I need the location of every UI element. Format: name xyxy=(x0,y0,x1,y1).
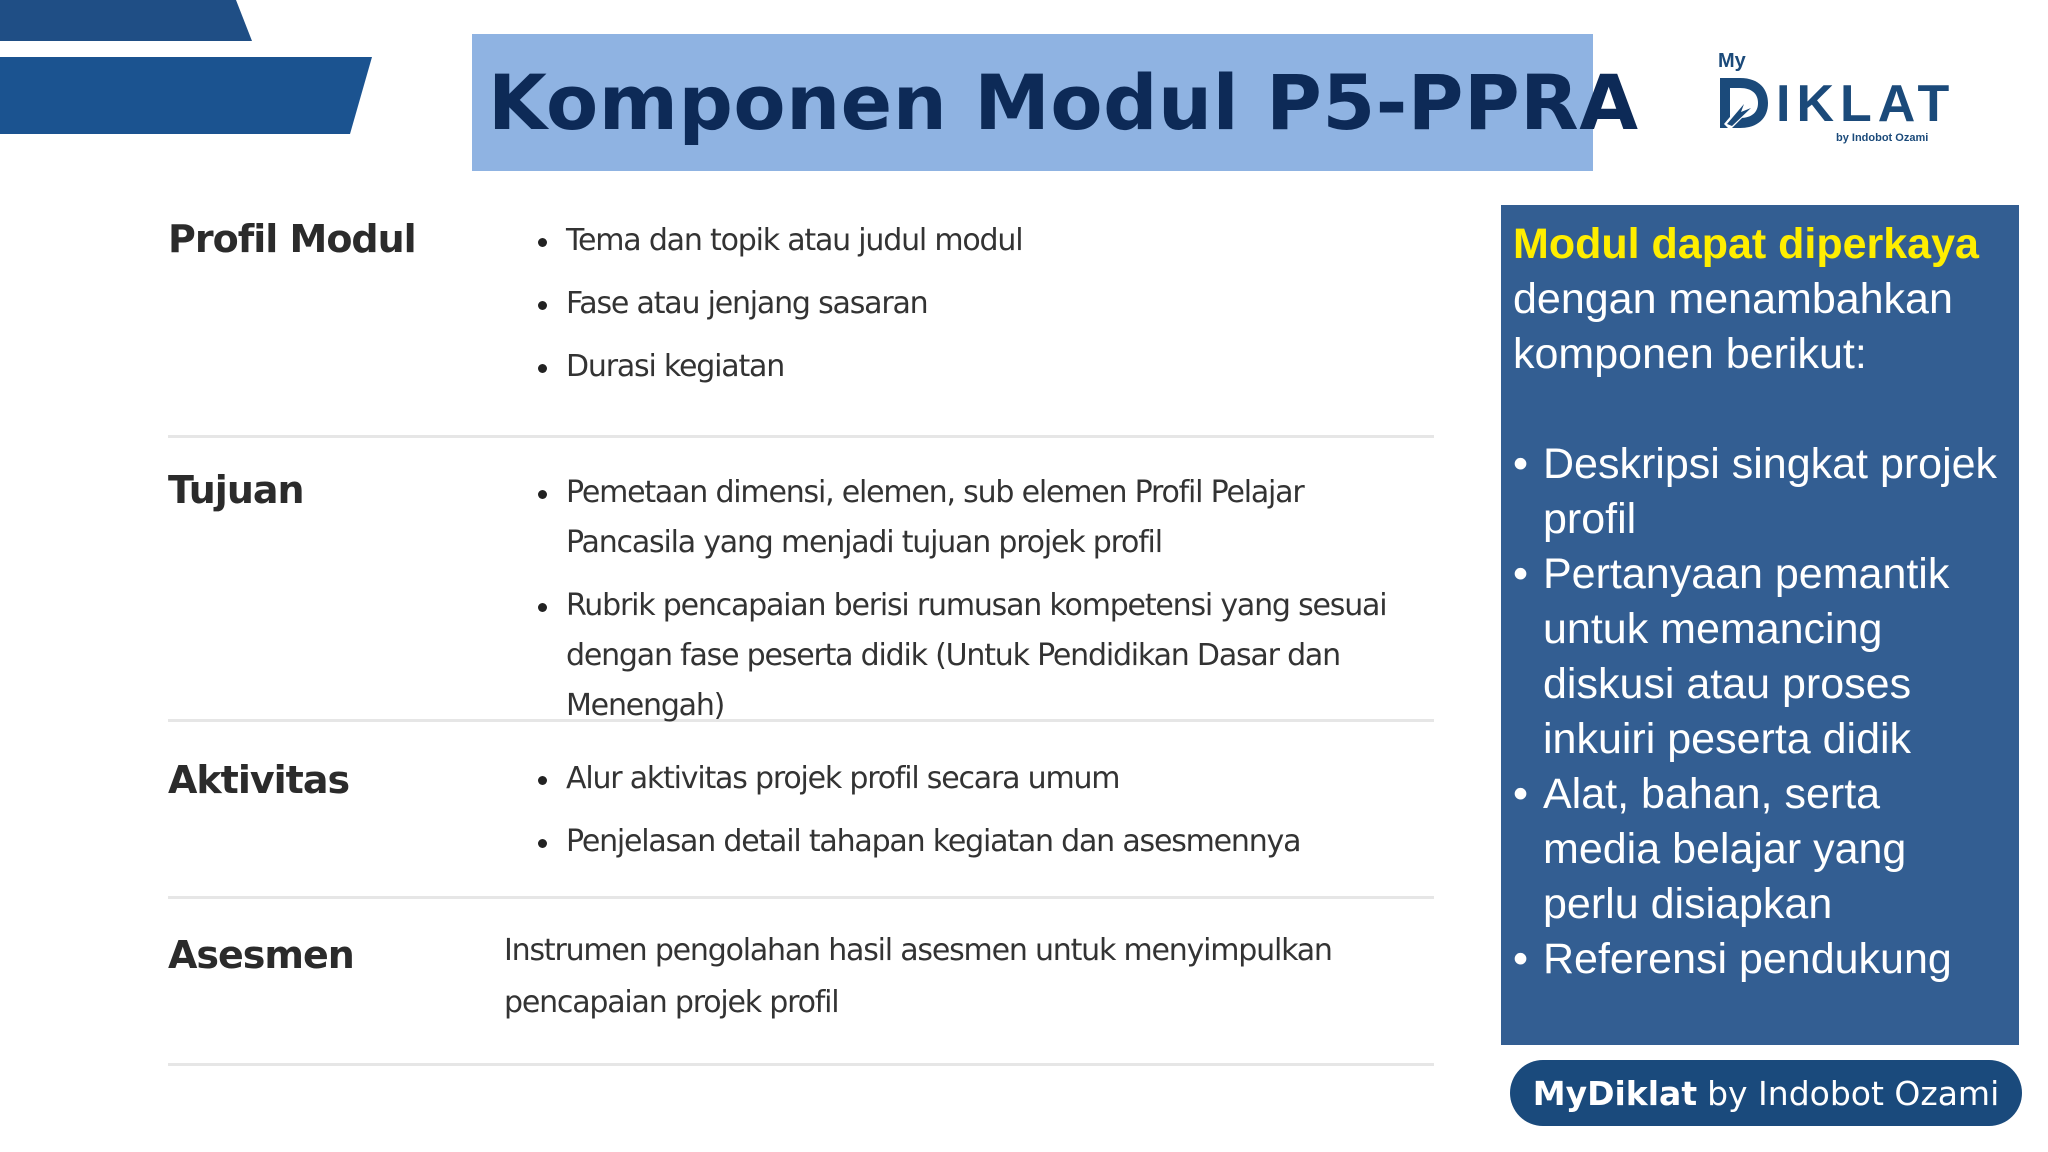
list-item: Rubrik pencapaian berisi rumusan kompetensi yang sesuai dengan fase peserta didik (Untuk Pendidikan Dasar dan Menengah) xyxy=(536,581,1416,731)
table-row xyxy=(168,722,1434,899)
row-label-asesmen: Asesmen xyxy=(168,933,354,977)
title-banner xyxy=(472,34,1639,171)
row-text-asesmen: Instrumen pengolahan hasil asesmen untuk menyimpulkan pencapaian projek profil xyxy=(504,933,1332,1020)
row-items-profil-modul xyxy=(536,216,1416,405)
panel-intro-text: dengan menambahkan komponen berikut: xyxy=(1513,275,1953,378)
logo-d-icon xyxy=(1716,74,1772,132)
logo-wordmark: IKLAT xyxy=(1776,75,1956,133)
page-title: Komponen Modul P5-PPRA xyxy=(488,58,1639,147)
decorative-stripe-top xyxy=(0,0,256,41)
row-label-tujuan: Tujuan xyxy=(168,468,304,512)
list-item: Pemetaan dimensi, elemen, sub elemen Profil Pelajar Pancasila yang menjadi tujuan projek profil xyxy=(536,468,1416,568)
list-item: Tema dan topik atau judul modul xyxy=(536,216,1416,266)
row-items-aktivitas xyxy=(536,754,1416,880)
logo-byline: by Indobot Ozami xyxy=(1836,132,1929,144)
footer-brand: MyDiklat xyxy=(1532,1073,1698,1113)
list-item: Durasi kegiatan xyxy=(536,342,1416,392)
row-label-profil-modul: Profil Modul xyxy=(168,217,416,261)
list-item: • Pertanyaan pemantik untuk memancing diskusi atau proses inkuiri peserta didik xyxy=(1513,547,2007,767)
list-item: Alur aktivitas projek profil secara umum xyxy=(536,754,1416,804)
footer-suffix: by Indobot Ozami xyxy=(1707,1073,2000,1113)
list-item: • Referensi pendukung xyxy=(1513,932,2007,987)
footer-brand-badge xyxy=(1510,1060,2022,1126)
enrichment-panel xyxy=(1501,205,2019,1045)
list-item: • Alat, bahan, serta media belajar yang perlu disiapkan xyxy=(1513,767,2007,932)
row-label-aktivitas: Aktivitas xyxy=(168,758,350,802)
list-item: • Deskripsi singkat projek profil xyxy=(1513,437,2007,547)
table-row xyxy=(168,899,1434,1066)
row-items-tujuan xyxy=(536,468,1416,744)
decorative-stripe-middle xyxy=(0,57,372,134)
module-components-table xyxy=(168,195,1434,1066)
panel-list xyxy=(1513,437,2007,987)
table-row xyxy=(168,195,1434,438)
list-item: Fase atau jenjang sasaran xyxy=(536,279,1416,329)
panel-highlight-text: Modul dapat diperkaya xyxy=(1513,220,1979,268)
logo-my-text: My xyxy=(1718,50,1746,72)
mydiklat-logo xyxy=(1710,48,1980,148)
list-item: Penjelasan detail tahapan kegiatan dan asesmennya xyxy=(536,817,1416,867)
table-row xyxy=(168,438,1434,722)
